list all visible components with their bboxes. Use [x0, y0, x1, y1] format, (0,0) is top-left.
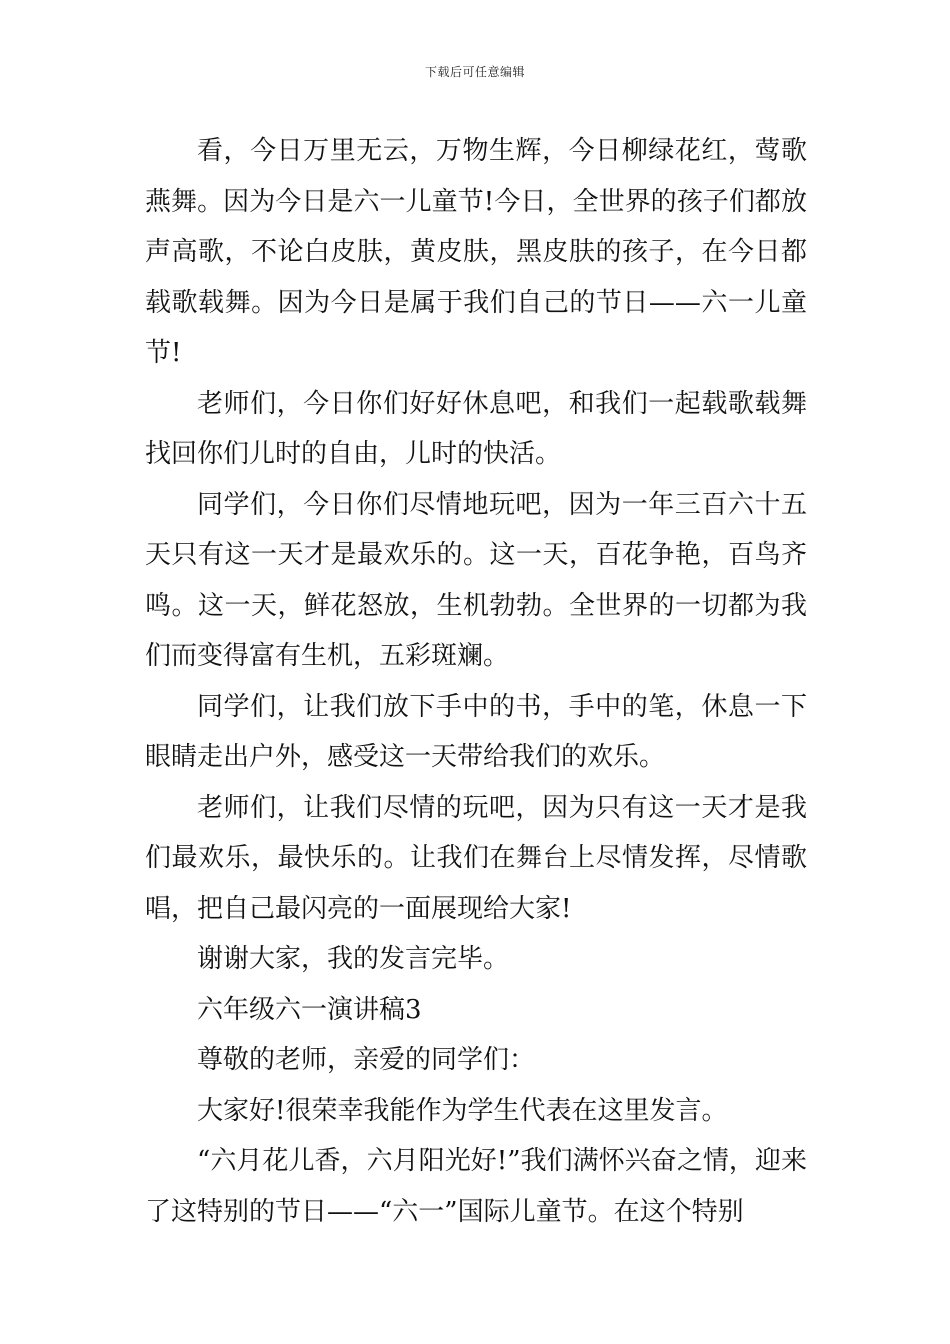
- paragraph-1: 看，今日万里无云，万物生辉，今日柳绿花红，莺歌燕舞。因为今日是六一儿童节!今日，全世界的孩子们都放声高歌，不论白皮肤，黄皮肤，黑皮肤的孩子，在今日都载歌载舞。因为今日是属于我们自己的节日——六一儿童节!: [145, 136, 807, 368]
- paragraph-2: 老师们，今日你们好好休息吧，和我们一起载歌载舞找回你们儿时的自由，儿时的快活。: [145, 388, 807, 469]
- page-header: 下载后可任意编辑: [424, 65, 525, 79]
- paragraph-4: 同学们，让我们放下手中的书，手中的笔，休息一下眼睛走出户外，感受这一天带给我们的欢乐。: [145, 691, 807, 772]
- paragraph-10: “六月花儿香，六月阳光好!”我们满怀兴奋之情，迎来了这特别的节日——“六一”国际儿童节。在这个特别: [145, 1146, 807, 1227]
- paragraph-3: 同学们，今日你们尽情地玩吧，因为一年三百六十五天只有这一天才是最欢乐的。这一天，百花争艳，百鸟齐鸣。这一天，鲜花怒放，生机勃勃。全世界的一切都为我们而变得富有生机，五彩斑斓。: [145, 489, 807, 671]
- paragraph-5: 老师们，让我们尽情的玩吧，因为只有这一天才是我们最欢乐，最快乐的。让我们在舞台上尽情发挥，尽情歌唱，把自己最闪亮的一面展现给大家!: [145, 792, 807, 924]
- salutation: 尊敬的老师，亲爱的同学们：: [197, 1045, 536, 1075]
- paragraph-6: 谢谢大家，我的发言完毕。: [197, 944, 510, 974]
- document-body: [145, 126, 807, 1237]
- greeting-paragraph: 大家好!很荣幸我能作为学生代表在这里发言。: [197, 1095, 728, 1126]
- section-title: 六年级六一演讲稿3: [197, 994, 422, 1025]
